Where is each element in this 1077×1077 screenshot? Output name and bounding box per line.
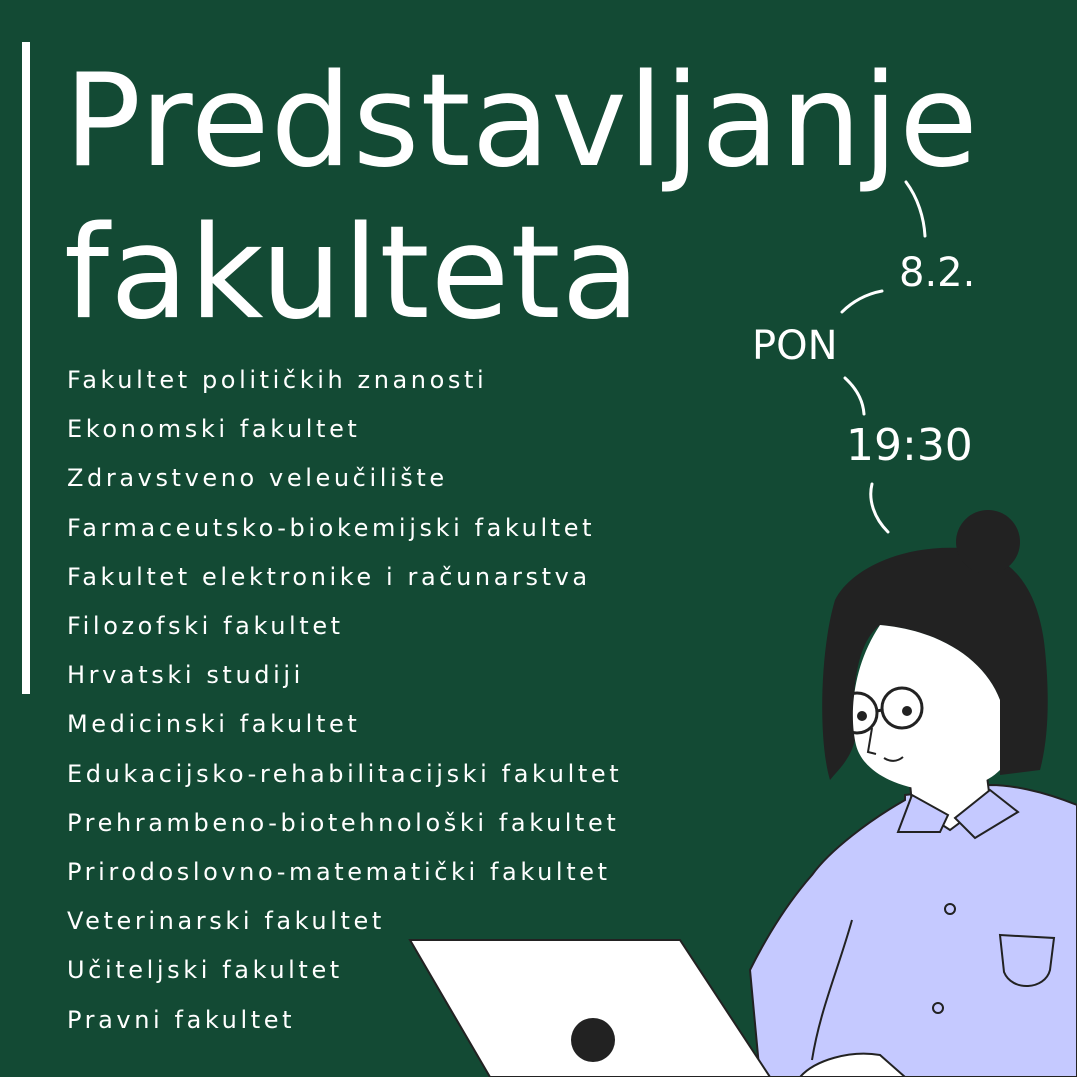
eye-left [857,711,867,721]
list-item: Medicinski fakultet [67,710,361,739]
list-item: Filozofski fakultet [67,612,344,641]
list-item: Fakultet elektronike i računarstva [67,562,591,591]
title-line-1: Predstavljanje [64,47,979,196]
list-item: Fakultet političkih znanosti [67,366,488,394]
list-item: Farmaceutsko-biokemijski fakultet [67,513,596,542]
list-item: Edukacijsko-rehabilitacijski fakultet [67,759,623,788]
list-item: Pravni fakultet [67,1005,296,1034]
eye-right [902,706,912,716]
list-item: Ekonomski fakultet [67,415,361,444]
hair-bun [956,510,1020,574]
event-time: 19:30 [846,420,973,471]
event-day: PON [752,323,838,369]
list-item: Hrvatski studiji [67,661,304,690]
list-item: Prehrambeno-biotehnološki fakultet [67,808,620,837]
list-item: Učiteljski fakultet [67,956,343,985]
list-item: Veterinarski fakultet [67,907,385,936]
title-line-2: fakulteta [64,199,641,348]
list-item: Zdravstveno veleučilište [67,464,448,493]
event-date: 8.2. [899,250,976,296]
list-item: Prirodoslovno-matematički fakultet [67,858,611,887]
laptop-logo-icon [571,1018,615,1062]
